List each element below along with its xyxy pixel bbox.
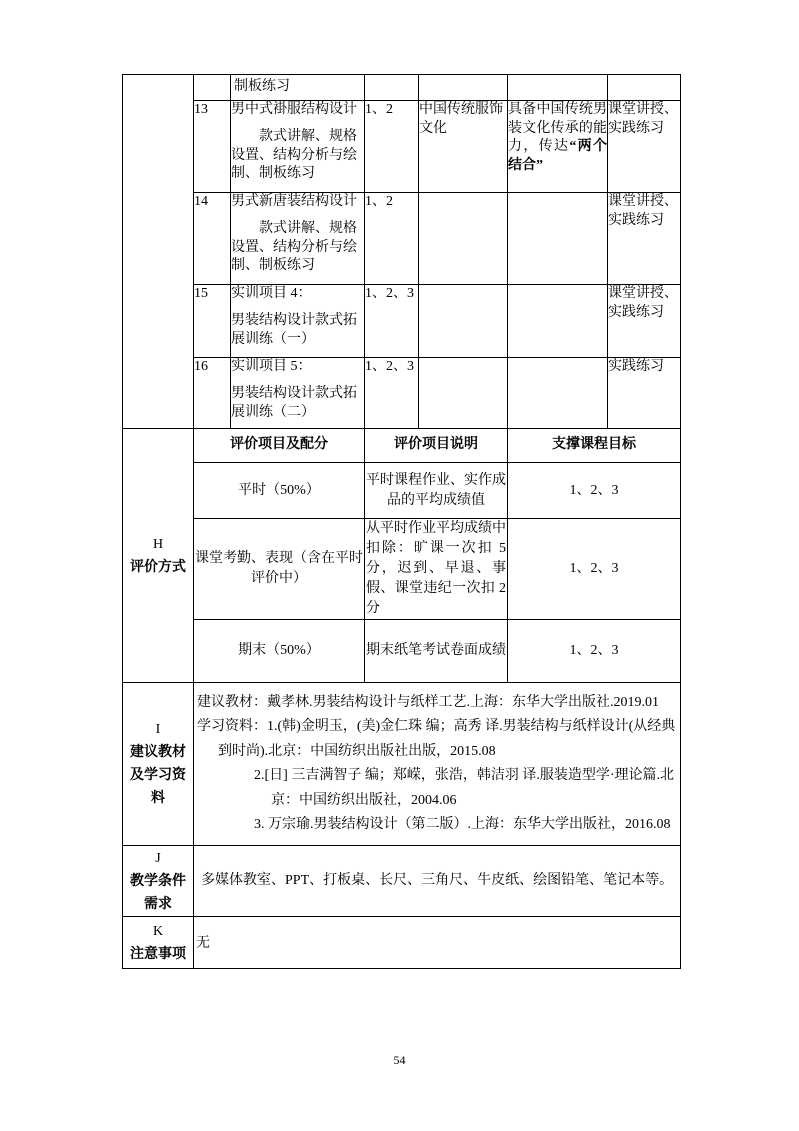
goals-cell: 1、2	[365, 101, 419, 193]
evaluation-goals: 1、2、3	[508, 463, 681, 519]
section-title: 教学条件需求	[130, 873, 186, 912]
section-title: 注意事项	[130, 946, 186, 962]
row-number: 13	[194, 101, 231, 193]
method-cell	[608, 75, 681, 101]
evaluation-header-goals: 支撑课程目标	[508, 429, 681, 463]
evaluation-description: 平时课程作业、实作成品的平均成绩值	[365, 463, 508, 519]
schedule-row	[123, 285, 681, 358]
goals-cell: 1、2、3	[365, 358, 419, 429]
method-cell: 课堂讲授、实践练习	[608, 193, 681, 285]
content-detail: 款式讲解、规格设置、结构分析与绘制、制板练习	[231, 129, 357, 181]
ideology-cell	[419, 358, 508, 429]
ideology-cell: 中国传统服饰文化	[419, 101, 508, 193]
ability-emphasis: “两个结合”	[508, 139, 608, 173]
evaluation-goals: 1、2、3	[508, 519, 681, 620]
section-label-cell-empty	[123, 75, 194, 429]
section-letter: I	[155, 722, 161, 737]
content-title: 实训项目 5：	[231, 359, 312, 374]
evaluation-row	[123, 620, 681, 683]
content-detail: 男装结构设计款式拓展训练（二）	[231, 386, 357, 420]
schedule-row	[123, 358, 681, 429]
section-letter: J	[155, 850, 161, 866]
goals-cell	[365, 75, 419, 101]
evaluation-label-cell	[123, 429, 194, 683]
notes-content: 无	[194, 917, 681, 969]
row-number: 16	[194, 358, 231, 429]
evaluation-item: 期末（50%）	[194, 620, 365, 683]
content-cell	[231, 193, 365, 285]
evaluation-header-description: 评价项目说明	[365, 429, 508, 463]
notes-label-cell	[123, 917, 194, 969]
section-title: 建议教材及学习资料	[130, 745, 186, 806]
content-cell	[231, 75, 365, 101]
materials-row	[123, 683, 681, 846]
method-cell: 课堂讲授、实践练习	[608, 285, 681, 358]
notes-row	[123, 917, 681, 969]
goals-cell: 1、2、3	[365, 285, 419, 358]
content-detail: 制板练习	[234, 79, 290, 95]
evaluation-description: 期末纸笔考试卷面成绩	[365, 620, 508, 683]
content-title: 男式新唐装结构设计	[231, 194, 357, 209]
ideology-cell	[419, 75, 508, 101]
ability-cell	[508, 285, 608, 358]
method-cell: 实践练习	[608, 358, 681, 429]
ability-cell	[508, 75, 608, 101]
conditions-row	[123, 846, 681, 917]
row-number: 14	[194, 193, 231, 285]
ideology-cell	[419, 285, 508, 358]
row-number: 15	[194, 285, 231, 358]
row-number-cell	[194, 75, 231, 101]
evaluation-goals: 1、2、3	[508, 620, 681, 683]
evaluation-header-row	[123, 429, 681, 463]
method-cell: 课堂讲授、实践练习	[608, 101, 681, 193]
content-title: 实训项目 4：	[231, 286, 312, 301]
reference-entry: 学习资料：1.(韩)金明玉，(美)金仁珠 编；高秀 译.男装结构与纸样设计(从经典到时尚).北京：中国纺织出版社出版，2015.08	[197, 719, 676, 759]
evaluation-row	[123, 519, 681, 620]
section-letter: K	[152, 923, 164, 939]
ability-text: 具备中国传统男装文化传承的能力，传达	[508, 102, 607, 154]
reference-entry: 2.[日] 三吉满智子 编；郑嵘，张浩，韩洁羽 译.服装造型学·理论篇.北京：中国纺织出版社，2004.06	[254, 768, 674, 808]
ideology-cell	[419, 193, 508, 285]
content-cell	[231, 358, 365, 429]
content-cell	[231, 101, 365, 193]
ability-cell	[508, 358, 608, 429]
content-detail: 男装结构设计款式拓展训练（一）	[231, 313, 357, 347]
evaluation-header-item: 评价项目及配分	[194, 429, 365, 463]
section-title: 评价方式	[130, 559, 186, 575]
content-detail: 款式讲解、规格设置、结构分析与绘制、制板练习	[231, 221, 357, 273]
page-number: 54	[393, 1053, 406, 1067]
schedule-row	[123, 75, 681, 101]
content-title: 男中式褂服结构设计	[231, 102, 357, 117]
materials-content	[194, 683, 681, 846]
ability-cell	[508, 193, 608, 285]
evaluation-row	[123, 463, 681, 519]
conditions-content: 多媒体教室、PPT、打板桌、长尺、三角尺、牛皮纸、绘图铅笔、笔记本等。	[194, 846, 681, 917]
evaluation-item: 课堂考勤、表现（含在平时评价中）	[194, 519, 365, 620]
goals-cell: 1、2	[365, 193, 419, 285]
content-cell	[231, 285, 365, 358]
syllabus-table	[122, 74, 681, 969]
ability-cell	[508, 101, 608, 193]
table-body	[123, 75, 681, 969]
section-letter: H	[152, 536, 164, 552]
evaluation-item: 平时（50%）	[194, 463, 365, 519]
reference-entry: 3. 万宗瑜.男装结构设计（第二版）.上海：东华大学出版社，2016.08	[254, 817, 671, 832]
textbook-entry: 建议教材：戴孝林.男装结构设计与纸样工艺.上海：东华大学出版社.2019.01	[197, 694, 659, 710]
materials-label-cell	[123, 683, 194, 846]
conditions-label-cell	[123, 846, 194, 917]
evaluation-description: 从平时作业平均成绩中扣除：旷课一次扣 5 分，迟到、早退、事假、课堂违纪一次扣 2 分	[365, 519, 508, 620]
schedule-row	[123, 193, 681, 285]
schedule-row	[123, 101, 681, 193]
